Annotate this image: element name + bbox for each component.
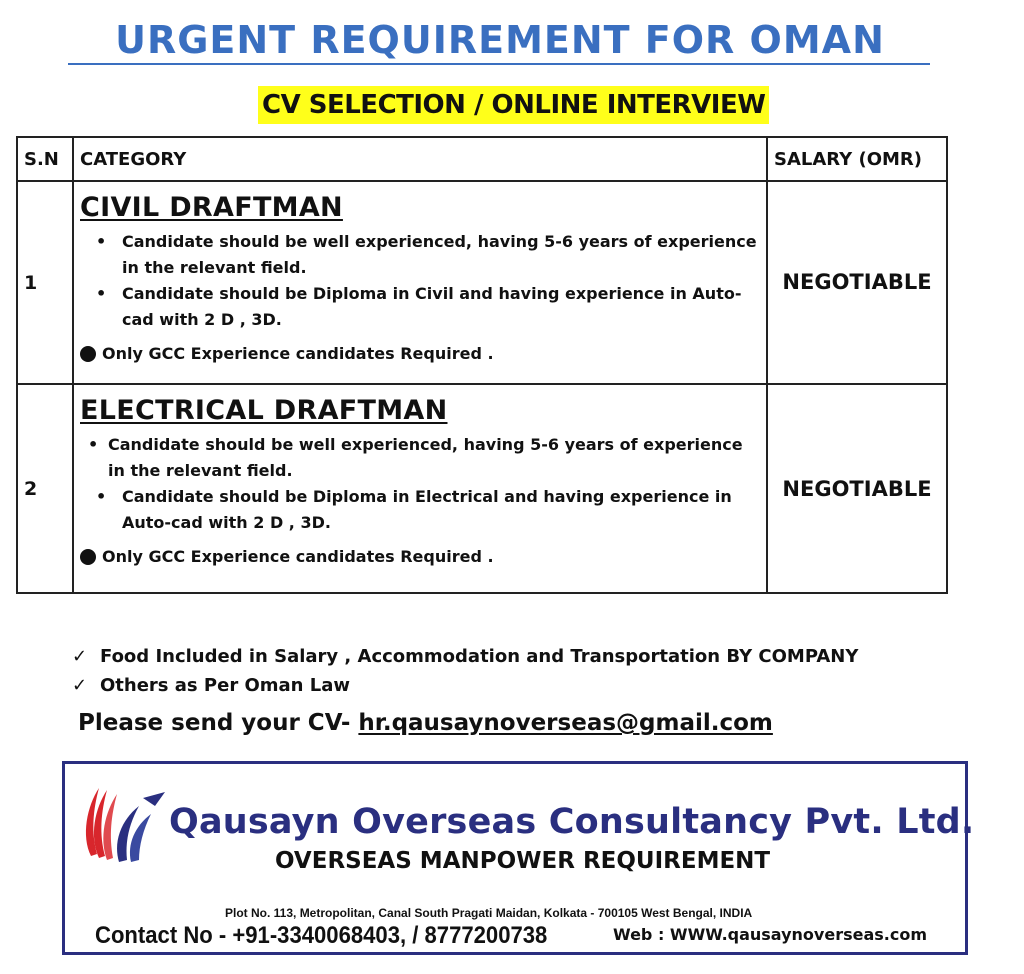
company-logo-icon [77, 776, 167, 872]
checkmark-icon: ✓ [72, 646, 88, 667]
company-address: Plot No. 113, Metropolitan, Canal South Pragati Maidan, Kolkata - 700105 West Bengal, INDIA [225, 906, 753, 920]
header-sn: S.N [17, 137, 73, 181]
requirement-bullet [84, 432, 760, 484]
bullet-text: Candidate should be Diploma in Civil and having experience in Auto-cad with 2 D , 3D. [122, 284, 742, 329]
benefit-item [72, 642, 858, 671]
gcc-note-text: Only GCC Experience candidates Required . [102, 344, 494, 363]
large-bullet-icon [80, 346, 96, 362]
gcc-note-text: Only GCC Experience candidates Required . [102, 547, 494, 566]
row-sn: 2 [17, 384, 73, 593]
row-salary: NEGOTIABLE [767, 181, 947, 384]
email-link[interactable]: hr.qausaynoverseas@gmail.com [358, 710, 773, 736]
bullet-text: Candidate should be Diploma in Electrical and having experience in Auto-cad with 2 D , 3D. [122, 487, 732, 532]
company-name: Qausayn Overseas Consultancy Pvt. Ltd. [169, 802, 975, 842]
cv-label: Please send your CV- [78, 710, 351, 736]
benefits-list [72, 642, 858, 700]
benefit-item [72, 671, 858, 700]
subtitle-banner: CV SELECTION / ONLINE INTERVIEW [258, 86, 769, 124]
gcc-note [80, 341, 760, 367]
cv-instruction [78, 710, 773, 736]
header-salary: SALARY (OMR) [767, 137, 947, 181]
table-header-row [17, 137, 947, 181]
checkmark-icon: ✓ [72, 675, 88, 696]
row-category [73, 384, 767, 593]
bullet-icon: • [96, 232, 107, 251]
bullet-icon: • [88, 435, 99, 454]
bullet-text: Candidate should be well experienced, having 5-6 years of experience in the relevant field. [122, 232, 757, 277]
bullet-icon: • [96, 487, 107, 506]
title-underline [68, 63, 930, 65]
requirement-bullet [84, 484, 760, 536]
jobs-table [16, 136, 948, 594]
company-tagline: OVERSEAS MANPOWER REQUIREMENT [275, 848, 771, 874]
job-title: ELECTRICAL DRAFTMAN [80, 395, 448, 426]
gcc-note [80, 544, 760, 570]
row-category [73, 181, 767, 384]
company-card [62, 761, 975, 955]
contact-number: Contact No - +91-3340068403, / 8777200738 [95, 922, 548, 949]
table-row [17, 181, 947, 384]
benefit-text: Others as Per Oman Law [100, 675, 350, 696]
header-category: CATEGORY [73, 137, 767, 181]
row-salary: NEGOTIABLE [767, 384, 947, 593]
requirement-bullet [84, 281, 760, 333]
company-website[interactable]: Web : WWW.qausaynoverseas.com [613, 925, 928, 944]
bullet-icon: • [96, 284, 107, 303]
page-title: URGENT REQUIREMENT FOR OMAN [115, 18, 885, 62]
requirement-bullet [84, 229, 760, 281]
table-row [17, 384, 947, 593]
large-bullet-icon [80, 549, 96, 565]
benefit-text: Food Included in Salary , Accommodation and Transportation BY COMPANY [100, 646, 859, 667]
job-title: CIVIL DRAFTMAN [80, 192, 343, 223]
row-sn: 1 [17, 181, 73, 384]
bullet-text: Candidate should be well experienced, having 5-6 years of experience in the relevant field. [108, 435, 743, 480]
